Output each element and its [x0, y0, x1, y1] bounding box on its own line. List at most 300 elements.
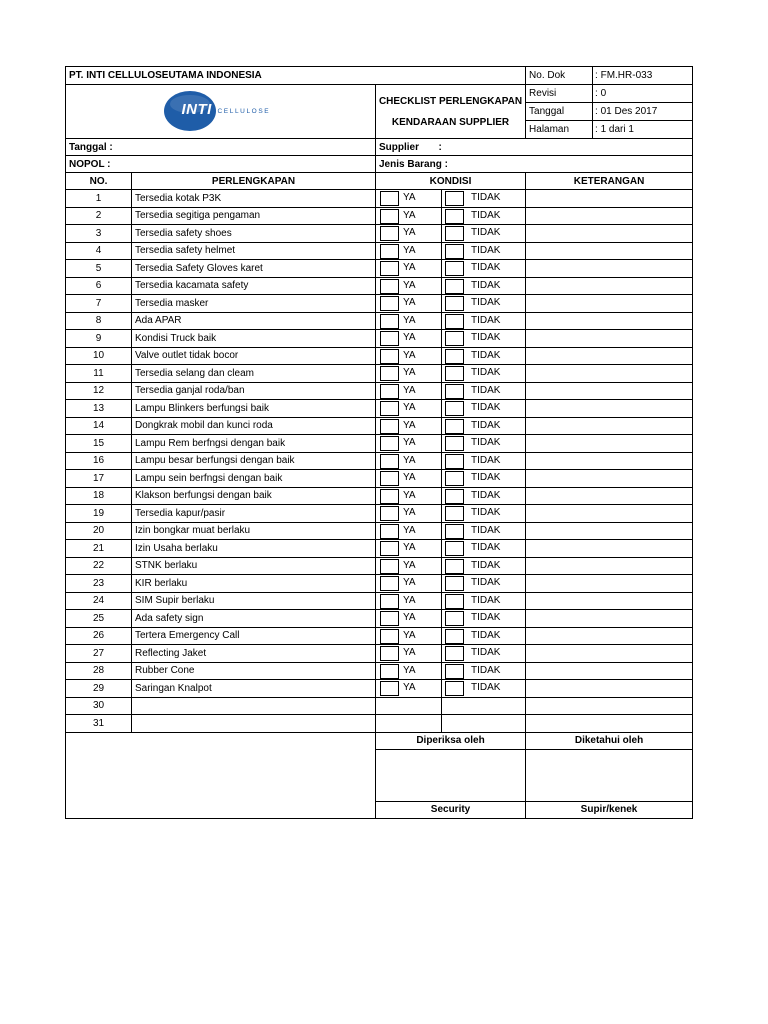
tidak-option-cell — [442, 592, 526, 610]
ya-label: YA — [403, 332, 416, 343]
keterangan-cell[interactable] — [526, 365, 693, 383]
ya-checkbox[interactable] — [380, 471, 399, 486]
ya-label: YA — [403, 227, 416, 238]
checklist-row — [66, 207, 693, 225]
ya-option-cell — [376, 242, 442, 260]
tidak-label: TIDAK — [471, 279, 501, 291]
item-number: 12 — [66, 382, 132, 400]
ya-label: YA — [403, 629, 416, 641]
tidak-checkbox[interactable] — [445, 524, 464, 539]
ya-checkbox[interactable] — [380, 279, 399, 294]
item-number: 24 — [66, 592, 132, 610]
doc-meta-label: Halaman — [526, 121, 593, 139]
tidak-checkbox[interactable] — [445, 646, 464, 661]
item-label: Izin Usaha berlaku — [132, 540, 376, 558]
tidak-checkbox[interactable] — [445, 419, 464, 434]
ya-checkbox[interactable] — [380, 576, 399, 591]
item-label: Tersedia segitiga pengaman — [132, 207, 376, 225]
item-number: 20 — [66, 522, 132, 540]
ya-label: YA — [403, 244, 416, 256]
ya-option-cell — [376, 417, 442, 435]
doc-meta-label: Revisi — [526, 85, 593, 103]
item-number: 9 — [66, 330, 132, 348]
column-header-keterangan: KETERANGAN — [526, 173, 693, 190]
ya-checkbox[interactable] — [380, 506, 399, 521]
ya-label: YA — [403, 192, 416, 203]
tidak-option-cell — [442, 627, 526, 645]
tidak-option-cell — [442, 540, 526, 558]
keterangan-cell[interactable] — [526, 417, 693, 435]
tidak-label: TIDAK — [471, 384, 501, 396]
ya-option-cell — [376, 627, 442, 645]
checklist-row — [66, 680, 693, 698]
item-number: 17 — [66, 470, 132, 488]
checklist-row — [66, 365, 693, 383]
item-number: 14 — [66, 417, 132, 435]
keterangan-cell[interactable] — [526, 470, 693, 488]
tidak-checkbox[interactable] — [445, 664, 464, 679]
ya-option-cell — [376, 365, 442, 383]
tidak-checkbox[interactable] — [445, 314, 464, 329]
item-label — [132, 697, 376, 715]
ya-option-cell — [376, 470, 442, 488]
tidak-option-cell — [442, 610, 526, 628]
ya-label: YA — [403, 262, 416, 273]
doc-meta-label: No. Dok — [526, 67, 593, 85]
tidak-option-cell — [442, 680, 526, 698]
tidak-checkbox[interactable] — [445, 576, 464, 591]
ya-checkbox[interactable] — [380, 524, 399, 539]
tidak-checkbox[interactable] — [445, 296, 464, 311]
checklist-row — [66, 627, 693, 645]
checklist-row — [66, 557, 693, 575]
item-number: 21 — [66, 540, 132, 558]
ya-checkbox[interactable] — [380, 244, 399, 259]
tidak-checkbox[interactable] — [445, 401, 464, 416]
item-number: 25 — [66, 610, 132, 628]
ya-option-cell — [376, 347, 442, 365]
company-logo — [162, 89, 280, 135]
keterangan-cell[interactable] — [526, 540, 693, 558]
checked-by-signature[interactable] — [376, 749, 526, 801]
keterangan-cell[interactable] — [526, 347, 693, 365]
item-label: Tersedia kapur/pasir — [132, 505, 376, 523]
item-number: 22 — [66, 557, 132, 575]
item-label: Dongkrak mobil dan kunci roda — [132, 417, 376, 435]
tidak-option-cell — [442, 435, 526, 453]
column-header-no: NO. — [66, 173, 132, 190]
tidak-label: TIDAK — [471, 472, 501, 483]
doc-meta-value: : 1 dari 1 — [593, 121, 693, 139]
acknowledged-by-role: Supir/kenek — [526, 801, 693, 818]
item-label: Lampu sein berfngsi dengan baik — [132, 470, 376, 488]
tidak-checkbox[interactable] — [445, 436, 464, 451]
checklist-row — [66, 540, 693, 558]
tidak-label: TIDAK — [471, 314, 501, 326]
tidak-checkbox[interactable] — [445, 471, 464, 486]
keterangan-cell[interactable] — [526, 382, 693, 400]
item-label: Tersedia selang dan cleam — [132, 365, 376, 383]
tidak-checkbox[interactable] — [445, 244, 464, 259]
tidak-label: TIDAK — [471, 524, 501, 536]
item-number: 16 — [66, 452, 132, 470]
tidak-option-cell — [442, 522, 526, 540]
keterangan-cell[interactable] — [526, 592, 693, 610]
ya-option-cell — [376, 277, 442, 295]
tidak-label: TIDAK — [471, 332, 501, 343]
tidak-option-cell — [442, 452, 526, 470]
ya-option-cell — [376, 435, 442, 453]
ya-option-cell — [376, 645, 442, 663]
keterangan-cell[interactable] — [526, 452, 693, 470]
ya-label: YA — [403, 454, 416, 466]
keterangan-cell[interactable] — [526, 400, 693, 418]
tidak-option-cell — [442, 487, 526, 505]
item-label: Tersedia safety shoes — [132, 225, 376, 243]
tidak-option-cell — [442, 190, 526, 208]
ya-checkbox[interactable] — [380, 384, 399, 399]
tidak-option-cell — [442, 260, 526, 278]
tidak-option-cell — [442, 225, 526, 243]
tidak-label: TIDAK — [471, 682, 501, 693]
tidak-label: TIDAK — [471, 349, 501, 361]
item-number: 30 — [66, 697, 132, 715]
tidak-label: TIDAK — [471, 437, 501, 448]
tidak-label: TIDAK — [471, 227, 501, 238]
ya-checkbox[interactable] — [380, 646, 399, 661]
acknowledged-by-label: Diketahui oleh — [526, 732, 693, 749]
keterangan-cell[interactable] — [526, 557, 693, 575]
logo-main-text: INTI — [181, 100, 212, 118]
tidak-checkbox[interactable] — [445, 366, 464, 381]
checklist-form — [65, 66, 693, 819]
tidak-label: TIDAK — [471, 367, 501, 378]
keterangan-cell[interactable] — [526, 610, 693, 628]
tidak-label: TIDAK — [471, 507, 501, 518]
tidak-option-cell — [442, 207, 526, 225]
keterangan-cell[interactable] — [526, 260, 693, 278]
tidak-option-cell — [442, 277, 526, 295]
tidak-option-cell — [442, 295, 526, 313]
ya-checkbox[interactable] — [380, 611, 399, 626]
item-label: Tersedia safety helmet — [132, 242, 376, 260]
checklist-row — [66, 645, 693, 663]
item-label: KIR berlaku — [132, 575, 376, 593]
tidak-checkbox[interactable] — [445, 331, 464, 346]
checklist-row — [66, 575, 693, 593]
tidak-checkbox[interactable] — [445, 541, 464, 556]
ya-checkbox[interactable] — [380, 541, 399, 556]
ya-checkbox[interactable] — [380, 366, 399, 381]
ya-label: YA — [403, 314, 416, 326]
form-title: CHECKLIST PERLENGKAPAN KENDARAAN SUPPLIER — [376, 85, 526, 139]
ya-label: YA — [403, 542, 416, 553]
keterangan-cell[interactable] — [526, 330, 693, 348]
item-label: Tersedia ganjal roda/ban — [132, 382, 376, 400]
tidak-option-cell — [442, 557, 526, 575]
tidak-checkbox[interactable] — [445, 209, 464, 224]
doc-meta-label: Tanggal — [526, 103, 593, 121]
keterangan-cell[interactable] — [526, 190, 693, 208]
item-label: Ada APAR — [132, 312, 376, 330]
ya-option-cell — [376, 225, 442, 243]
tidak-checkbox[interactable] — [445, 559, 464, 574]
keterangan-cell[interactable] — [526, 627, 693, 645]
checklist-row — [66, 347, 693, 365]
ya-label: YA — [403, 524, 416, 536]
ya-option-cell — [376, 330, 442, 348]
item-number: 19 — [66, 505, 132, 523]
tidak-option-cell — [442, 347, 526, 365]
ya-checkbox[interactable] — [380, 226, 399, 241]
tidak-label: TIDAK — [471, 262, 501, 273]
ya-checkbox[interactable] — [380, 489, 399, 504]
tidak-checkbox[interactable] — [445, 681, 464, 696]
keterangan-cell[interactable] — [526, 575, 693, 593]
tidak-option-cell — [442, 417, 526, 435]
keterangan-cell[interactable] — [526, 697, 693, 715]
tidak-label: TIDAK — [471, 647, 501, 658]
ya-option-cell — [376, 522, 442, 540]
ya-option-cell — [376, 452, 442, 470]
tidak-option-cell — [442, 330, 526, 348]
item-label: Lampu besar berfungsi dengan baik — [132, 452, 376, 470]
ya-checkbox[interactable] — [380, 559, 399, 574]
ya-checkbox[interactable] — [380, 594, 399, 609]
tanggal-field[interactable]: Tanggal : — [66, 139, 376, 156]
tidak-checkbox[interactable] — [445, 506, 464, 521]
ya-checkbox[interactable] — [380, 454, 399, 469]
ya-checkbox[interactable] — [380, 331, 399, 346]
logo-cell — [66, 85, 376, 139]
ya-option-cell — [376, 680, 442, 698]
nopol-field[interactable]: NOPOL : — [66, 156, 376, 173]
item-label: Tersedia Safety Gloves karet — [132, 260, 376, 278]
tidak-option-cell — [442, 575, 526, 593]
ya-label: YA — [403, 647, 416, 658]
acknowledged-by-signature[interactable] — [526, 749, 693, 801]
ya-label: YA — [403, 367, 416, 378]
ya-checkbox[interactable] — [380, 664, 399, 679]
ya-option-cell — [376, 312, 442, 330]
checklist-row — [66, 522, 693, 540]
item-label: Lampu Rem berfngsi dengan baik — [132, 435, 376, 453]
item-number: 23 — [66, 575, 132, 593]
keterangan-cell[interactable] — [526, 225, 693, 243]
ya-option-cell — [376, 610, 442, 628]
item-number: 26 — [66, 627, 132, 645]
item-number: 18 — [66, 487, 132, 505]
item-label: SIM Supir berlaku — [132, 592, 376, 610]
ya-label: YA — [403, 472, 416, 483]
tidak-checkbox[interactable] — [445, 191, 464, 206]
item-label: Tersedia masker — [132, 295, 376, 313]
tidak-option-cell — [442, 365, 526, 383]
item-number: 8 — [66, 312, 132, 330]
ya-label: YA — [403, 419, 416, 431]
item-label: Kondisi Truck baik — [132, 330, 376, 348]
ya-label: YA — [403, 437, 416, 448]
item-number: 4 — [66, 242, 132, 260]
tidak-label: TIDAK — [471, 454, 501, 466]
tidak-option-cell — [442, 697, 526, 715]
company-name: PT. INTI CELLULOSEUTAMA INDONESIA — [66, 67, 526, 85]
ya-label: YA — [403, 209, 416, 221]
checklist-row — [66, 470, 693, 488]
tidak-label: TIDAK — [471, 612, 501, 623]
item-label: Tersedia kotak P3K — [132, 190, 376, 208]
ya-label: YA — [403, 612, 416, 623]
checklist-row — [66, 295, 693, 313]
ya-checkbox[interactable] — [380, 191, 399, 206]
ya-label: YA — [403, 577, 416, 588]
tidak-label: TIDAK — [471, 244, 501, 256]
tidak-checkbox[interactable] — [445, 629, 464, 644]
checklist-row — [66, 610, 693, 628]
doc-meta-value: : FM.HR-033 — [593, 67, 693, 85]
item-label: Lampu Blinkers berfungsi baik — [132, 400, 376, 418]
item-label: Reflecting Jaket — [132, 645, 376, 663]
tidak-option-cell — [442, 312, 526, 330]
ya-option-cell — [376, 260, 442, 278]
item-number: 6 — [66, 277, 132, 295]
item-label — [132, 715, 376, 733]
ya-option-cell — [376, 505, 442, 523]
checklist-row — [66, 417, 693, 435]
keterangan-cell[interactable] — [526, 715, 693, 733]
tidak-option-cell — [442, 470, 526, 488]
keterangan-cell[interactable] — [526, 207, 693, 225]
ya-checkbox[interactable] — [380, 436, 399, 451]
doc-meta-value: : 01 Des 2017 — [593, 103, 693, 121]
keterangan-cell[interactable] — [526, 645, 693, 663]
tidak-option-cell — [442, 400, 526, 418]
keterangan-cell[interactable] — [526, 242, 693, 260]
ya-checkbox[interactable] — [380, 209, 399, 224]
keterangan-cell[interactable] — [526, 277, 693, 295]
checked-by-role: Security — [376, 801, 526, 818]
ya-option-cell — [376, 190, 442, 208]
checklist-row — [66, 382, 693, 400]
tidak-label: TIDAK — [471, 594, 501, 606]
doc-meta-value: : 0 — [593, 85, 693, 103]
ya-label: YA — [403, 349, 416, 361]
checklist-row — [66, 452, 693, 470]
ya-checkbox[interactable] — [380, 261, 399, 276]
ya-label: YA — [403, 559, 416, 571]
ya-checkbox[interactable] — [380, 629, 399, 644]
ya-label: YA — [403, 594, 416, 606]
ya-checkbox[interactable] — [380, 401, 399, 416]
keterangan-cell[interactable] — [526, 295, 693, 313]
column-header-kondisi: KONDISI — [376, 173, 526, 190]
item-label: Tersedia kacamata safety — [132, 277, 376, 295]
ya-option-cell — [376, 592, 442, 610]
ya-option-cell — [376, 400, 442, 418]
keterangan-cell[interactable] — [526, 680, 693, 698]
tidak-checkbox[interactable] — [445, 594, 464, 609]
tidak-label: TIDAK — [471, 192, 501, 203]
tidak-checkbox[interactable] — [445, 261, 464, 276]
item-number: 28 — [66, 662, 132, 680]
keterangan-cell[interactable] — [526, 487, 693, 505]
tidak-option-cell — [442, 242, 526, 260]
item-number: 13 — [66, 400, 132, 418]
ya-label: YA — [403, 402, 416, 413]
ya-checkbox[interactable] — [380, 681, 399, 696]
item-number: 5 — [66, 260, 132, 278]
item-number: 10 — [66, 347, 132, 365]
tidak-option-cell — [442, 662, 526, 680]
checklist-row — [66, 330, 693, 348]
tidak-checkbox[interactable] — [445, 611, 464, 626]
ya-label: YA — [403, 279, 416, 291]
item-number: 27 — [66, 645, 132, 663]
supplier-field[interactable]: Supplier : — [376, 139, 693, 156]
checklist-row — [66, 260, 693, 278]
keterangan-cell[interactable] — [526, 312, 693, 330]
keterangan-cell[interactable] — [526, 505, 693, 523]
checklist-row — [66, 400, 693, 418]
item-number: 3 — [66, 225, 132, 243]
checklist-row — [66, 225, 693, 243]
item-number: 29 — [66, 680, 132, 698]
tidak-label: TIDAK — [471, 629, 501, 641]
ya-option-cell — [376, 382, 442, 400]
checklist-row — [66, 592, 693, 610]
tidak-checkbox[interactable] — [445, 454, 464, 469]
checklist-row — [66, 487, 693, 505]
ya-option-cell — [376, 715, 442, 733]
checklist-row — [66, 697, 693, 715]
item-number: 7 — [66, 295, 132, 313]
ya-checkbox[interactable] — [380, 314, 399, 329]
checklist-row — [66, 190, 693, 208]
ya-option-cell — [376, 662, 442, 680]
tidak-checkbox[interactable] — [445, 489, 464, 504]
jenis-barang-field[interactable]: Jenis Barang : — [376, 156, 693, 173]
ya-label: YA — [403, 507, 416, 518]
tidak-checkbox[interactable] — [445, 226, 464, 241]
item-label: Saringan Knalpot — [132, 680, 376, 698]
tidak-label: TIDAK — [471, 297, 501, 308]
ya-checkbox[interactable] — [380, 296, 399, 311]
checklist-row — [66, 715, 693, 733]
tidak-checkbox[interactable] — [445, 384, 464, 399]
tidak-option-cell — [442, 715, 526, 733]
ya-label: YA — [403, 297, 416, 308]
keterangan-cell[interactable] — [526, 662, 693, 680]
tidak-label: TIDAK — [471, 489, 501, 501]
checklist-sheet — [65, 66, 692, 819]
item-label: Ada safety sign — [132, 610, 376, 628]
keterangan-cell[interactable] — [526, 522, 693, 540]
item-number: 11 — [66, 365, 132, 383]
item-label: Valve outlet tidak bocor — [132, 347, 376, 365]
checklist-row — [66, 312, 693, 330]
tidak-label: TIDAK — [471, 402, 501, 413]
tidak-checkbox[interactable] — [445, 279, 464, 294]
item-number: 1 — [66, 190, 132, 208]
ya-checkbox[interactable] — [380, 349, 399, 364]
keterangan-cell[interactable] — [526, 435, 693, 453]
ya-checkbox[interactable] — [380, 419, 399, 434]
tidak-checkbox[interactable] — [445, 349, 464, 364]
ya-label: YA — [403, 489, 416, 501]
ya-option-cell — [376, 295, 442, 313]
tidak-label: TIDAK — [471, 577, 501, 588]
tidak-option-cell — [442, 645, 526, 663]
